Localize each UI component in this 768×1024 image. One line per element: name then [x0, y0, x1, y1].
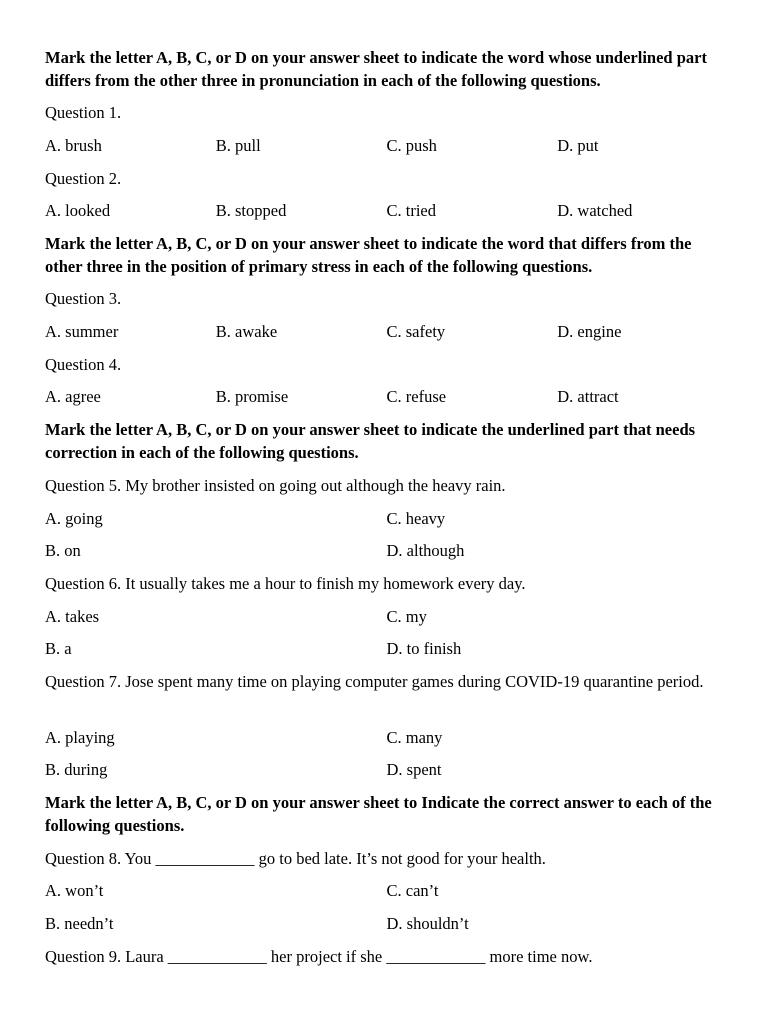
question-2-option-b: B. stopped: [215, 201, 287, 220]
question-4-option-b: B. promise: [215, 387, 289, 406]
question-4-label: Question 4.: [45, 355, 122, 374]
question-4-option-d: D. attract: [557, 387, 619, 406]
question-1-options: [45, 134, 728, 157]
question-7-text: Question 7. Jose spent many time on playing computer games during COVID-19 quarantine period.: [45, 672, 704, 691]
question-3-options: [45, 320, 728, 343]
question-2-label: Question 2.: [45, 169, 122, 188]
question-4-option-a: A. agree: [45, 387, 101, 406]
question-1-option-a: A. brush: [45, 136, 102, 155]
question-1-option-b: B. pull: [215, 136, 261, 155]
question-3-option-a: A. summer: [45, 322, 119, 341]
section-1-instruction: Mark the letter A, B, C, or D on your answer sheet to indicate the word whose underlined part differs from the other three in pronunciation in each of the following questions.: [45, 48, 707, 90]
question-6-option-b: B. a: [45, 639, 72, 658]
question-5-options-row-2: [45, 539, 728, 562]
question-2-options: [45, 199, 728, 222]
question-5-option-b: B. on: [45, 541, 81, 560]
question-6-text: Question 6. It usually takes me a hour to finish my homework every day.: [45, 574, 526, 593]
question-6-option-c: C. my: [386, 607, 427, 626]
question-7-option-b: B. during: [45, 760, 108, 779]
question-8-option-a: A. won’t: [45, 881, 104, 900]
question-7-options-row-1: [45, 726, 728, 749]
question-7-option-d: D. spent: [386, 760, 442, 779]
section-4-instruction: Mark the letter A, B, C, or D on your answer sheet to Indicate the correct answer to each of the following questions.: [45, 793, 712, 835]
question-3-option-d: D. engine: [557, 322, 622, 341]
question-6-options-row-2: [45, 637, 728, 660]
question-8-option-d: D. shouldn’t: [386, 914, 469, 933]
question-2-option-d: D. watched: [557, 201, 633, 220]
question-8-options-row-1: [45, 879, 728, 902]
question-5-option-a: A. going: [45, 509, 103, 528]
question-5-option-d: D. although: [386, 541, 465, 560]
question-1-label: Question 1.: [45, 103, 122, 122]
question-4-options: [45, 385, 728, 408]
question-4-option-c: C. refuse: [386, 387, 447, 406]
question-3-option-c: C. safety: [386, 322, 446, 341]
question-8-option-b: B. needn’t: [45, 914, 114, 933]
question-6-option-a: A. takes: [45, 607, 100, 626]
question-7-options-row-2: [45, 758, 728, 781]
question-5-text: Question 5. My brother insisted on going out although the heavy rain.: [45, 476, 506, 495]
question-6-option-d: D. to finish: [386, 639, 462, 658]
question-3-option-b: B. awake: [215, 322, 278, 341]
question-1-option-c: C. push: [386, 136, 437, 155]
question-5-options-row-1: [45, 507, 728, 530]
question-7-option-c: C. many: [386, 728, 443, 747]
question-2-option-a: A. looked: [45, 201, 111, 220]
question-5-option-c: C. heavy: [386, 509, 446, 528]
section-3-instruction: Mark the letter A, B, C, or D on your answer sheet to indicate the underlined part that needs correction in each of the following questions.: [45, 420, 696, 462]
question-3-label: Question 3.: [45, 289, 122, 308]
question-6-options-row-1: [45, 605, 728, 628]
question-2-option-c: C. tried: [386, 201, 436, 220]
question-8-text: Question 8. You ____________ go to bed late. It’s not good for your health.: [45, 849, 546, 868]
section-2-instruction: Mark the letter A, B, C, or D on your answer sheet to indicate the word that differs from the other three in the position of primary stress in each of the following questions.: [45, 234, 692, 276]
question-1-option-d: D. put: [557, 136, 599, 155]
question-9-text: Question 9. Laura ____________ her project if she ____________ more time now.: [45, 947, 593, 966]
question-8-options-row-2: [45, 912, 728, 935]
question-8-option-c: C. can’t: [386, 881, 439, 900]
question-7-option-a: A. playing: [45, 728, 115, 747]
